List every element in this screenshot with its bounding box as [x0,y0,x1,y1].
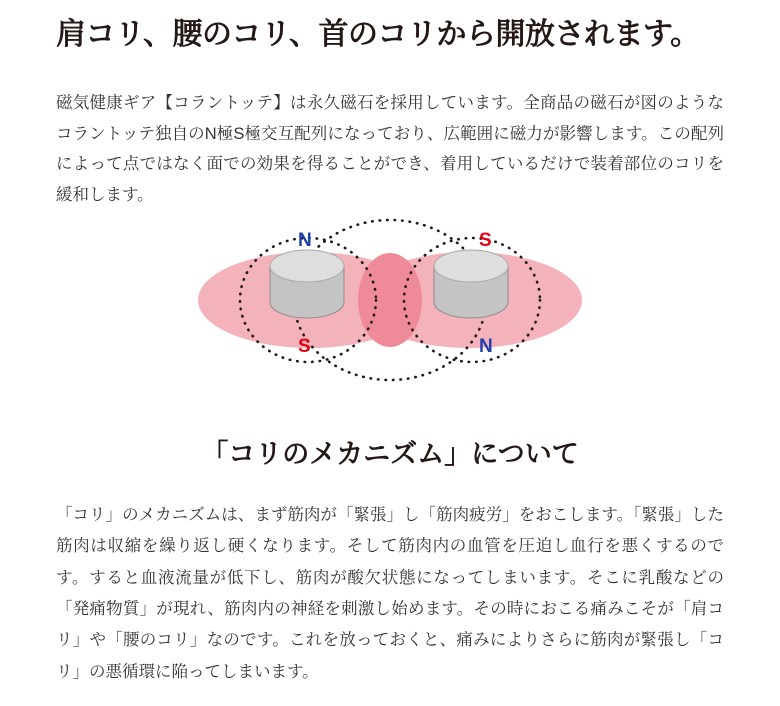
magnet-right [434,250,508,318]
pole-label-n-bottom: N [479,336,493,357]
magnet-left [270,250,344,318]
section-heading: 「コリのメカニズム」について [201,439,579,469]
body-paragraph: 「コリ」のメカニズムは、まず筋肉が「緊張」し「筋肉疲労」をおこします。「緊張」した筋肉は収縮を繰り返し硬くなります。そして筋肉内の血管を圧迫し血行を悪くするのです。すると血液流量が低下し、筋肉が酸欠状態になってしまいます。そこに乳酸などの「発痛物質」が現れ、筋肉内の神経を刺激し始めます。その時におこる痛みこそが「肩コリ」や「腰のコリ」なのです。これを放っておくと、痛みによりさらに筋肉が緊張し「コリ」の悪循環に陥ってしまいます。 [56,506,724,681]
intro-paragraph: 磁気健康ギア【コラントッテ】は永久磁石を採用しています。全商品の磁石が図のようなコラントッテ独自のN極S極交互配列になっており、広範囲に磁力が影響します。この配列によって点ではなく面での効果を得ることができ、着用しているだけで装着部位のコリを緩和します。 [56,94,724,204]
magnet-field-diagram [180,200,600,400]
page-title: 肩コリ、腰のコリ、首のコリから開放されます。 [56,18,700,51]
pole-label-s-bottom: S [298,336,311,357]
pole-label-s-top: S [479,230,492,251]
pole-label-n-top: N [298,230,312,251]
field-ellipses [198,252,582,348]
